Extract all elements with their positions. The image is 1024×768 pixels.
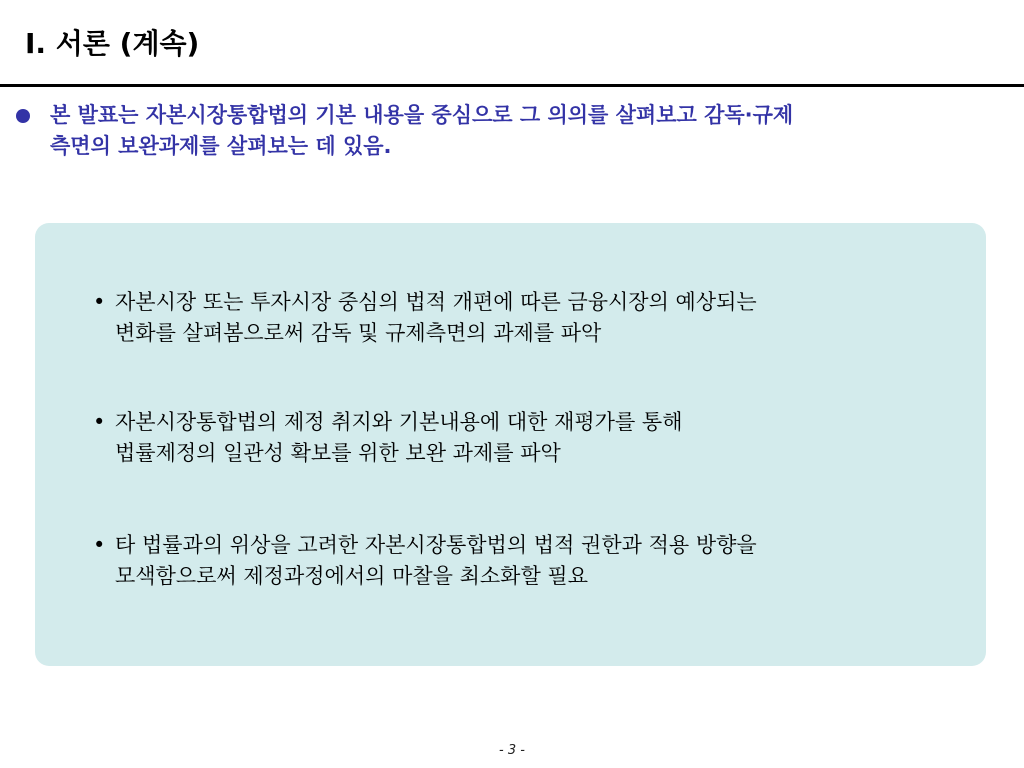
bullet-text xyxy=(115,287,953,349)
slide-title: Ⅰ. 서론 (계속) xyxy=(25,27,200,60)
bullet-mark: • xyxy=(93,533,106,557)
bullet-text xyxy=(115,530,953,592)
bullet-line: 법률제정의 일관성 확보를 위한 보완 과제를 파악 xyxy=(115,441,561,465)
bullet-text xyxy=(115,407,953,469)
bullet-line: 자본시장통합법의 제정 취지와 기본내용에 대한 재평가를 통해 xyxy=(115,410,683,434)
bullet-dot-icon xyxy=(16,109,30,123)
bullet-item-2 xyxy=(93,407,953,469)
content-box xyxy=(35,223,986,666)
bullet-mark: • xyxy=(93,410,106,434)
intro-text xyxy=(50,100,986,162)
intro-line-2: 측면의 보완과제를 살펴보는 데 있음. xyxy=(50,134,392,158)
bullet-item-1 xyxy=(93,287,953,349)
bullet-line: 모색함으로써 제정과정에서의 마찰을 최소화할 필요 xyxy=(115,564,588,588)
bullet-line: 변화를 살펴봄으로써 감독 및 규제측면의 과제를 파악 xyxy=(115,321,602,345)
page-number: - 3 - xyxy=(499,743,525,758)
title-divider xyxy=(0,84,1024,87)
intro-line-1: 본 발표는 자본시장통합법의 기본 내용을 중심으로 그 의의를 살펴보고 감독·규제 xyxy=(50,103,794,127)
bullet-mark: • xyxy=(93,290,106,314)
bullet-item-3 xyxy=(93,530,953,592)
intro-statement xyxy=(16,100,986,162)
bullet-line: 타 법률과의 위상을 고려한 자본시장통합법의 법적 권한과 적용 방향을 xyxy=(115,533,757,557)
bullet-line: 자본시장 또는 투자시장 중심의 법적 개편에 따른 금융시장의 예상되는 xyxy=(115,290,757,314)
